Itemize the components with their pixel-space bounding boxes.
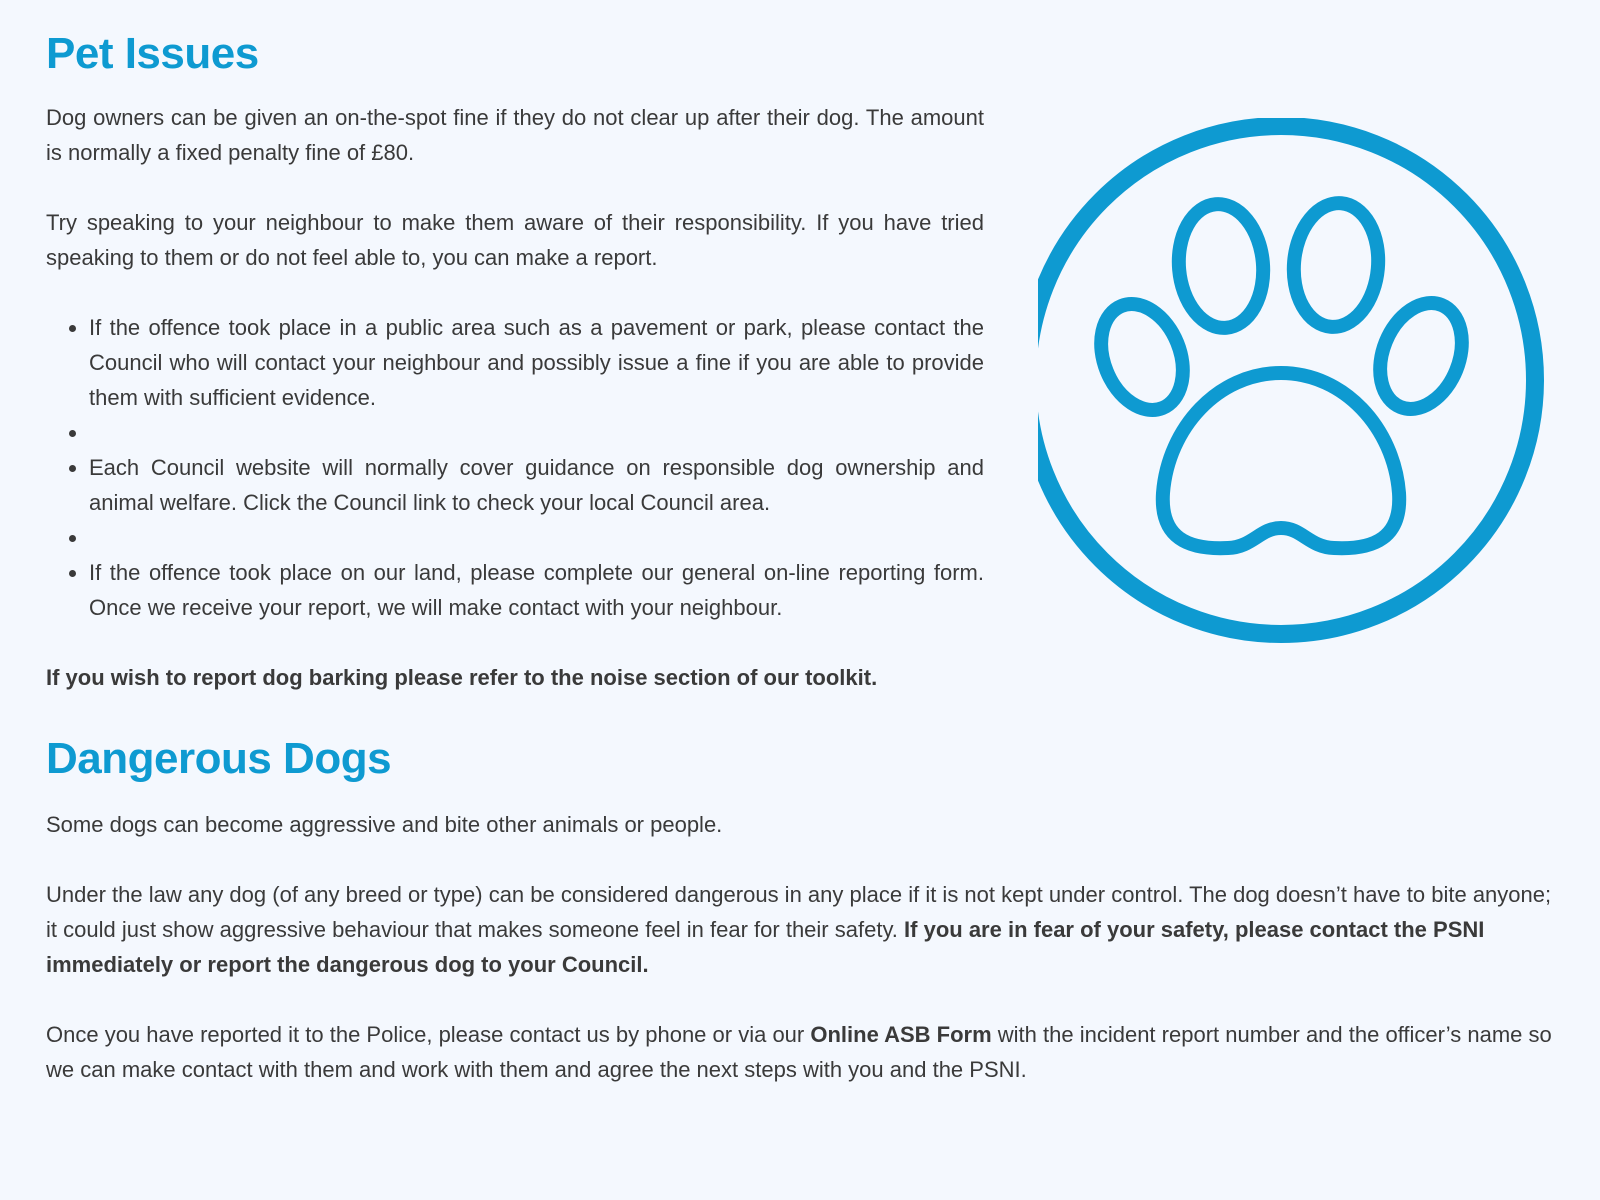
contact-us-paragraph: [46, 1017, 1556, 1087]
reporting-options-list: [46, 310, 984, 625]
paw-toe-left-outer: [1086, 292, 1198, 422]
list-item-empty: [89, 415, 984, 450]
dangerous-dogs-body: [46, 807, 1556, 1087]
list-item: • Each Council website will normally cover guidance on responsible dog ownership and animal welfare. Click the Council link to check your local Council area.: [89, 450, 984, 520]
paw-toe-left-inner: [1174, 201, 1268, 332]
pet-issues-body: [46, 100, 984, 695]
online-asb-form-link[interactable]: Online ASB Form: [810, 1022, 992, 1047]
dangerous-law-text: Under the law any dog (of any breed or type) can be considered dangerous in any place if it is not kept under control. The dog doesn’t have to bite anyone; it could just show aggressive behaviour that makes someone feel in fear for their safety.: [46, 882, 1552, 942]
paw-pad: [1163, 373, 1399, 548]
dangerous-dogs-heading: Dangerous Dogs: [46, 734, 392, 783]
speak-neighbour-paragraph: Try speaking to your neighbour to make them aware of their responsibility. If you have tried speaking to them or do not feel able to, you can make a report.: [46, 210, 984, 270]
pet-fine-paragraph: Dog owners can be given an on-the-spot fine if they do not clear up after their dog. The amount is normally a fixed penalty fine of £80.: [46, 105, 984, 165]
list-item: • If the offence took place in a public area such as a pavement or park, please contact the Council who will contact your neighbour and possibly issue a fine if you are able to provide them with sufficient evidence.: [89, 310, 984, 415]
contact-us-text-after: with the incident report number and the officer’s name so we can make contact with them and work with them and agree the next steps with you and the PSNI.: [46, 1022, 1552, 1082]
contact-us-text-before: Once you have reported it to the Police, please contact us by phone or via our: [46, 1022, 811, 1047]
paw-print-icon: [1038, 118, 1578, 658]
paw-toe-right-inner: [1289, 200, 1383, 331]
pet-issues-heading: Pet Issues: [46, 29, 259, 78]
list-item: • If the offence took place on our land, please complete our general on-line reporting form. Once we receive your report, we will make contact with your neighbour.: [89, 555, 984, 625]
barking-note: If you wish to report dog barking please refer to the noise section of our toolkit.: [46, 665, 878, 690]
paw-toe-right-outer: [1365, 291, 1477, 421]
fear-safety-notice: If you are in fear of your safety, please contact the PSNI immediately or report the dangerous dog to your Council.: [46, 917, 1485, 977]
list-item-empty: [89, 520, 984, 555]
paw-print-icon-graphic: [1038, 118, 1578, 658]
dangerous-law-paragraph: [46, 877, 1556, 982]
aggressive-dogs-paragraph: Some dogs can become aggressive and bite other animals or people.: [46, 812, 723, 837]
